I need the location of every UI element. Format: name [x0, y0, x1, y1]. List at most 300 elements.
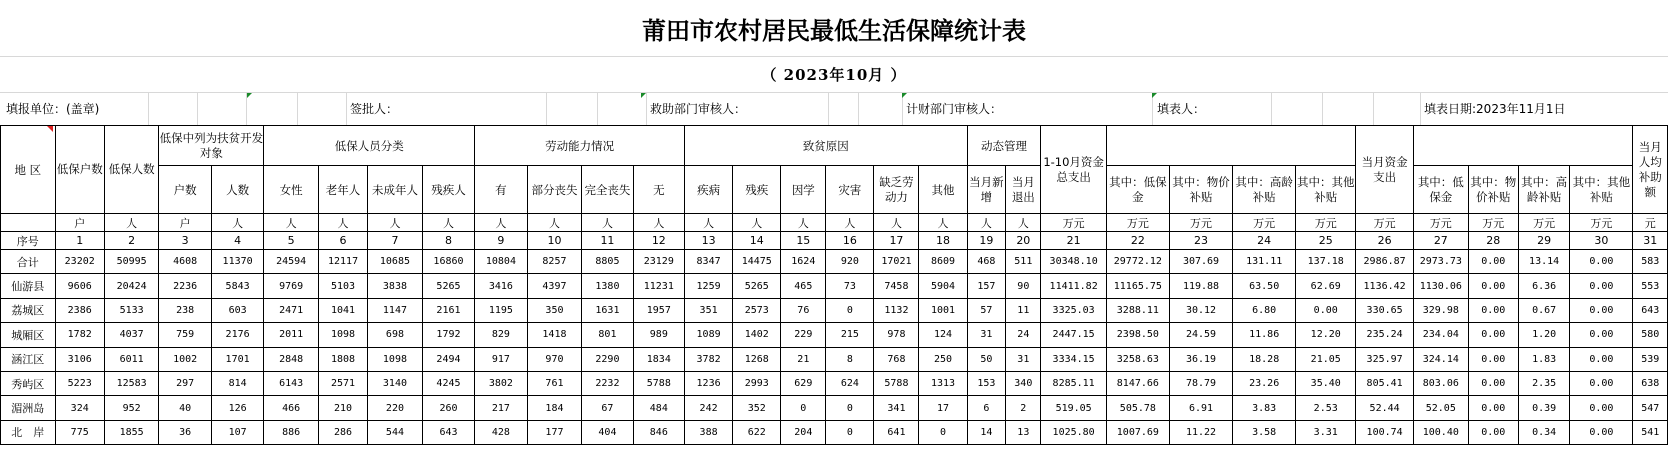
sequence-cell: 12 — [633, 232, 684, 250]
value-cell: 2290 — [582, 347, 633, 371]
value-cell: 553 — [1633, 274, 1668, 298]
value-cell: 3334.15 — [1041, 347, 1106, 371]
value-cell: 324 — [55, 396, 104, 420]
unit-cell: 人 — [527, 214, 582, 232]
value-cell: 23129 — [633, 250, 684, 274]
value-cell: 0.00 — [1468, 347, 1518, 371]
value-cell: 260 — [422, 396, 474, 420]
value-cell: 5904 — [919, 274, 967, 298]
sequence-cell: 10 — [527, 232, 582, 250]
poverty-persons-header: 人数 — [211, 166, 263, 214]
value-cell: 17 — [919, 396, 967, 420]
grid-line — [346, 93, 347, 125]
unit-cell: 万元 — [1296, 214, 1356, 232]
value-cell: 341 — [874, 396, 919, 420]
disabled-header: 残疾人 — [422, 166, 474, 214]
value-cell: 5843 — [211, 274, 263, 298]
unit-cell: 元 — [1633, 214, 1668, 232]
value-cell: 11.22 — [1169, 420, 1232, 444]
value-cell: 3288.11 — [1106, 298, 1169, 322]
value-cell: 0.00 — [1570, 274, 1633, 298]
value-cell: 8609 — [919, 250, 967, 274]
sequence-cell: 13 — [685, 232, 733, 250]
value-cell: 100.74 — [1356, 420, 1414, 444]
unit-cell: 人 — [874, 214, 919, 232]
value-cell: 2571 — [318, 371, 367, 395]
value-cell: 2236 — [159, 274, 211, 298]
total-expense-sub-blank — [1106, 126, 1355, 166]
value-cell: 0.39 — [1518, 396, 1569, 420]
region-cell: 涵江区 — [1, 347, 56, 371]
value-cell: 24.59 — [1169, 323, 1232, 347]
unit-cell: 户 — [159, 214, 211, 232]
unit-cell: 人 — [1006, 214, 1041, 232]
value-cell: 761 — [527, 371, 582, 395]
value-cell: 6.80 — [1233, 298, 1296, 322]
value-cell: 36.19 — [1169, 347, 1232, 371]
value-cell: 1313 — [919, 371, 967, 395]
value-cell: 2232 — [582, 371, 633, 395]
value-cell: 1132 — [874, 298, 919, 322]
value-cell: 78.79 — [1169, 371, 1232, 395]
value-cell: 846 — [633, 420, 684, 444]
value-cell: 465 — [781, 274, 826, 298]
value-cell: 2011 — [264, 323, 319, 347]
sequence-cell: 11 — [582, 232, 633, 250]
value-cell: 11370 — [211, 250, 263, 274]
value-cell: 11165.75 — [1106, 274, 1169, 298]
dyn-exit-header: 当月退出 — [1006, 166, 1041, 214]
value-cell: 100.40 — [1414, 420, 1469, 444]
value-cell: 917 — [475, 347, 527, 371]
cause-group-header: 致贫原因 — [685, 126, 968, 166]
value-cell: 23202 — [55, 250, 104, 274]
value-cell: 3325.03 — [1041, 298, 1106, 322]
value-cell: 505.78 — [1106, 396, 1169, 420]
meta-row — [0, 92, 1668, 125]
value-cell: 1808 — [318, 347, 367, 371]
value-cell: 250 — [919, 347, 967, 371]
value-cell: 5265 — [733, 274, 781, 298]
value-cell: 2.53 — [1296, 396, 1356, 420]
value-cell: 1041 — [318, 298, 367, 322]
value-cell: 351 — [685, 298, 733, 322]
labor-yes-header: 有 — [475, 166, 527, 214]
table-row — [1, 298, 1668, 322]
value-cell: 9769 — [264, 274, 319, 298]
value-cell: 0 — [919, 420, 967, 444]
value-cell: 759 — [159, 323, 211, 347]
value-cell: 6011 — [104, 347, 159, 371]
region-cell: 合计 — [1, 250, 56, 274]
value-cell: 801 — [582, 323, 633, 347]
value-cell: 62.69 — [1296, 274, 1356, 298]
unit-cell: 万元 — [1233, 214, 1296, 232]
value-cell: 3.31 — [1296, 420, 1356, 444]
unit-cell: 人 — [781, 214, 826, 232]
value-cell: 12583 — [104, 371, 159, 395]
poverty-households-header: 户数 — [159, 166, 211, 214]
of-price-header: 其中：物价补贴 — [1169, 166, 1232, 214]
value-cell: 0.00 — [1468, 371, 1518, 395]
value-cell: 286 — [318, 420, 367, 444]
table-row — [1, 323, 1668, 347]
value-cell: 329.98 — [1414, 298, 1469, 322]
region-cell: 湄洲岛 — [1, 396, 56, 420]
value-cell: 629 — [781, 371, 826, 395]
unit-cell: 人 — [104, 214, 159, 232]
unit-cell: 人 — [967, 214, 1006, 232]
value-cell: 1098 — [368, 347, 423, 371]
value-cell: 511 — [1006, 250, 1041, 274]
value-cell: 2386 — [55, 298, 104, 322]
cause-disability-header: 残疾 — [733, 166, 781, 214]
value-cell: 1089 — [685, 323, 733, 347]
header-row-2 — [1, 166, 1668, 214]
value-cell: 17021 — [874, 250, 919, 274]
unit-cell: 人 — [475, 214, 527, 232]
value-cell: 1782 — [55, 323, 104, 347]
unit-cell: 万元 — [1169, 214, 1232, 232]
value-cell: 698 — [368, 323, 423, 347]
unit-cell: 万元 — [1356, 214, 1414, 232]
value-cell: 0.00 — [1570, 323, 1633, 347]
value-cell: 3140 — [368, 371, 423, 395]
fill-date-label: 填表日期:2023年11月1日 — [1424, 102, 1566, 116]
m-other-header: 其中：其他补贴 — [1570, 166, 1633, 214]
value-cell: 805.41 — [1356, 371, 1414, 395]
sequence-cell: 5 — [264, 232, 319, 250]
value-cell: 0.00 — [1468, 274, 1518, 298]
m-price-header: 其中：物价补贴 — [1468, 166, 1518, 214]
unit-cell: 人 — [582, 214, 633, 232]
value-cell: 1007.69 — [1106, 420, 1169, 444]
value-cell: 2398.50 — [1106, 323, 1169, 347]
value-cell: 8805 — [582, 250, 633, 274]
value-cell: 67 — [582, 396, 633, 420]
sequence-cell: 7 — [368, 232, 423, 250]
cause-disaster-header: 灾害 — [826, 166, 874, 214]
sequence-label: 序号 — [1, 232, 56, 250]
value-cell: 11.86 — [1233, 323, 1296, 347]
value-cell: 11411.82 — [1041, 274, 1106, 298]
value-cell: 242 — [685, 396, 733, 420]
grid-line — [297, 93, 298, 125]
dynamic-group-header: 动态管理 — [967, 126, 1041, 166]
sequence-cell: 9 — [475, 232, 527, 250]
households-header: 低保户数 — [55, 126, 104, 214]
value-cell: 1792 — [422, 323, 474, 347]
value-cell: 1268 — [733, 347, 781, 371]
value-cell: 0.00 — [1468, 298, 1518, 322]
value-cell: 641 — [874, 420, 919, 444]
value-cell: 23.26 — [1233, 371, 1296, 395]
grid-line — [828, 93, 829, 125]
value-cell: 210 — [318, 396, 367, 420]
value-cell: 235.24 — [1356, 323, 1414, 347]
value-cell: 3782 — [685, 347, 733, 371]
value-cell: 0.00 — [1570, 371, 1633, 395]
value-cell: 643 — [1633, 298, 1668, 322]
value-cell: 297 — [159, 371, 211, 395]
value-cell: 388 — [685, 420, 733, 444]
value-cell: 157 — [967, 274, 1006, 298]
value-cell: 539 — [1633, 347, 1668, 371]
aid-reviewer-label: 救助部门审核人： — [650, 102, 747, 116]
unit-cell: 人 — [368, 214, 423, 232]
value-cell: 52.05 — [1414, 396, 1469, 420]
value-cell: 8347 — [685, 250, 733, 274]
sequence-cell: 17 — [874, 232, 919, 250]
value-cell: 1136.42 — [1356, 274, 1414, 298]
value-cell: 1418 — [527, 323, 582, 347]
value-cell: 970 — [527, 347, 582, 371]
minor-header: 未成年人 — [368, 166, 423, 214]
grid-line — [597, 93, 598, 125]
value-cell: 1130.06 — [1414, 274, 1469, 298]
sequence-cell: 28 — [1468, 232, 1518, 250]
value-cell: 3.83 — [1233, 396, 1296, 420]
of-basic-header: 其中：低保金 — [1106, 166, 1169, 214]
value-cell: 1236 — [685, 371, 733, 395]
value-cell: 35.40 — [1296, 371, 1356, 395]
value-cell: 5265 — [422, 274, 474, 298]
unit-cell: 人 — [633, 214, 684, 232]
value-cell: 603 — [211, 298, 263, 322]
value-cell: 775 — [55, 420, 104, 444]
value-cell: 29772.12 — [1106, 250, 1169, 274]
sequence-cell: 3 — [159, 232, 211, 250]
sequence-cell: 14 — [733, 232, 781, 250]
value-cell: 2 — [1006, 396, 1041, 420]
grid-line — [546, 93, 547, 125]
table-row — [1, 347, 1668, 371]
value-cell: 0.00 — [1570, 396, 1633, 420]
sequence-cell: 31 — [1633, 232, 1668, 250]
value-cell: 0 — [781, 396, 826, 420]
value-cell: 624 — [826, 371, 874, 395]
value-cell: 1855 — [104, 420, 159, 444]
value-cell: 920 — [826, 250, 874, 274]
value-cell: 52.44 — [1356, 396, 1414, 420]
value-cell: 126 — [211, 396, 263, 420]
value-cell: 153 — [967, 371, 1006, 395]
value-cell: 16860 — [422, 250, 474, 274]
value-cell: 0.34 — [1518, 420, 1569, 444]
value-cell: 11 — [1006, 298, 1041, 322]
value-cell: 468 — [967, 250, 1006, 274]
value-cell: 107 — [211, 420, 263, 444]
unit-cell: 户 — [55, 214, 104, 232]
value-cell: 5223 — [55, 371, 104, 395]
comment-marker — [47, 126, 53, 132]
value-cell: 0 — [826, 420, 874, 444]
value-cell: 8285.11 — [1041, 371, 1106, 395]
sequence-cell: 19 — [967, 232, 1006, 250]
value-cell: 3258.63 — [1106, 347, 1169, 371]
value-cell: 0.00 — [1468, 420, 1518, 444]
value-cell: 1631 — [582, 298, 633, 322]
value-cell: 13 — [1006, 420, 1041, 444]
sequence-cell: 27 — [1414, 232, 1469, 250]
grid-line — [858, 93, 859, 125]
value-cell: 307.69 — [1169, 250, 1232, 274]
sequence-cell: 30 — [1570, 232, 1633, 250]
sequence-cell: 20 — [1006, 232, 1041, 250]
region-cell: 北 岸 — [1, 420, 56, 444]
labor-partial-header: 部分丧失 — [527, 166, 582, 214]
unit-cell: 万元 — [1518, 214, 1569, 232]
value-cell: 6 — [967, 396, 1006, 420]
value-cell: 0 — [826, 396, 874, 420]
fill-unit-label: 填报单位：(盖章) — [6, 102, 100, 116]
value-cell: 1834 — [633, 347, 684, 371]
unit-cell: 人 — [211, 214, 263, 232]
region-cell: 仙游县 — [1, 274, 56, 298]
value-cell: 428 — [475, 420, 527, 444]
unit-cell: 人 — [826, 214, 874, 232]
classify-group-header: 低保人员分类 — [264, 126, 475, 166]
region-cell: 城厢区 — [1, 323, 56, 347]
elderly-header: 老年人 — [318, 166, 367, 214]
value-cell: 2973.73 — [1414, 250, 1469, 274]
m-elderly-header: 其中：高龄补贴 — [1518, 166, 1569, 214]
unit-cell: 万元 — [1468, 214, 1518, 232]
grid-line — [1322, 93, 1323, 125]
value-cell: 0.00 — [1570, 298, 1633, 322]
table-body — [1, 250, 1668, 445]
value-cell: 803.06 — [1414, 371, 1469, 395]
sequence-cell: 23 — [1169, 232, 1232, 250]
approver-label: 签批人： — [350, 102, 399, 116]
statistics-table — [0, 125, 1668, 445]
value-cell: 404 — [582, 420, 633, 444]
value-cell: 519.05 — [1041, 396, 1106, 420]
value-cell: 50 — [967, 347, 1006, 371]
value-cell: 24594 — [264, 250, 319, 274]
value-cell: 340 — [1006, 371, 1041, 395]
value-cell: 5788 — [874, 371, 919, 395]
value-cell: 2.35 — [1518, 371, 1569, 395]
value-cell: 8257 — [527, 250, 582, 274]
value-cell: 544 — [368, 420, 423, 444]
value-cell: 3802 — [475, 371, 527, 395]
value-cell: 5103 — [318, 274, 367, 298]
value-cell: 350 — [527, 298, 582, 322]
sequence-cell: 2 — [104, 232, 159, 250]
value-cell: 12117 — [318, 250, 367, 274]
sequence-cell: 24 — [1233, 232, 1296, 250]
sequence-cell: 6 — [318, 232, 367, 250]
value-cell: 0.00 — [1570, 347, 1633, 371]
value-cell: 638 — [1633, 371, 1668, 395]
value-cell: 131.11 — [1233, 250, 1296, 274]
finance-reviewer-label: 计财部门审核人： — [906, 102, 1003, 116]
value-cell: 814 — [211, 371, 263, 395]
value-cell: 6143 — [264, 371, 319, 395]
value-cell: 829 — [475, 323, 527, 347]
table-row — [1, 396, 1668, 420]
sequence-cell: 25 — [1296, 232, 1356, 250]
sequence-cell: 22 — [1106, 232, 1169, 250]
value-cell: 7458 — [874, 274, 919, 298]
value-cell: 9606 — [55, 274, 104, 298]
value-cell: 643 — [422, 420, 474, 444]
value-cell: 1380 — [582, 274, 633, 298]
value-cell: 21 — [781, 347, 826, 371]
grid-line — [646, 93, 647, 125]
value-cell: 978 — [874, 323, 919, 347]
value-cell: 325.97 — [1356, 347, 1414, 371]
value-cell: 1701 — [211, 347, 263, 371]
value-cell: 63.50 — [1233, 274, 1296, 298]
value-cell: 217 — [475, 396, 527, 420]
value-cell: 886 — [264, 420, 319, 444]
value-cell: 73 — [826, 274, 874, 298]
cause-other-header: 其他 — [919, 166, 967, 214]
region-header: 地 区 — [1, 126, 56, 214]
page-title: 莆田市农村居民最低生活保障统计表 — [0, 0, 1668, 57]
value-cell: 1624 — [781, 250, 826, 274]
avg-subsidy-header: 当月人均补助额 — [1633, 126, 1668, 214]
labor-group-header: 劳动能力情况 — [475, 126, 685, 166]
table-row — [1, 420, 1668, 444]
value-cell: 14 — [967, 420, 1006, 444]
unit-cell: 人 — [733, 214, 781, 232]
value-cell: 234.04 — [1414, 323, 1469, 347]
value-cell: 2447.15 — [1041, 323, 1106, 347]
value-cell: 0 — [826, 298, 874, 322]
m-basic-header: 其中：低保金 — [1414, 166, 1469, 214]
unit-cell: 万元 — [1570, 214, 1633, 232]
value-cell: 989 — [633, 323, 684, 347]
value-cell: 36 — [159, 420, 211, 444]
value-cell: 622 — [733, 420, 781, 444]
value-cell: 177 — [527, 420, 582, 444]
unit-cell: 人 — [422, 214, 474, 232]
value-cell: 1001 — [919, 298, 967, 322]
sequence-cell: 18 — [919, 232, 967, 250]
value-cell: 1402 — [733, 323, 781, 347]
value-cell: 1957 — [633, 298, 684, 322]
table-row — [1, 371, 1668, 395]
value-cell: 1195 — [475, 298, 527, 322]
of-elderly-header: 其中：高龄补贴 — [1233, 166, 1296, 214]
value-cell: 0.00 — [1468, 250, 1518, 274]
page-subtitle: （ 2023年10月 ） — [761, 65, 907, 84]
value-cell: 20424 — [104, 274, 159, 298]
value-cell: 768 — [874, 347, 919, 371]
grid-line — [148, 93, 149, 125]
value-cell: 5133 — [104, 298, 159, 322]
unit-cell: 人 — [264, 214, 319, 232]
sequence-cell: 15 — [781, 232, 826, 250]
persons-header: 低保人数 — [104, 126, 159, 214]
value-cell: 238 — [159, 298, 211, 322]
value-cell: 1002 — [159, 347, 211, 371]
value-cell: 4608 — [159, 250, 211, 274]
cause-illness-header: 疾病 — [685, 166, 733, 214]
sequence-cell: 8 — [422, 232, 474, 250]
value-cell: 90 — [1006, 274, 1041, 298]
value-cell: 4397 — [527, 274, 582, 298]
value-cell: 76 — [781, 298, 826, 322]
dyn-new-header: 当月新增 — [967, 166, 1006, 214]
female-header: 女性 — [264, 166, 319, 214]
value-cell: 1259 — [685, 274, 733, 298]
value-cell: 3106 — [55, 347, 104, 371]
comment-marker — [247, 93, 252, 98]
